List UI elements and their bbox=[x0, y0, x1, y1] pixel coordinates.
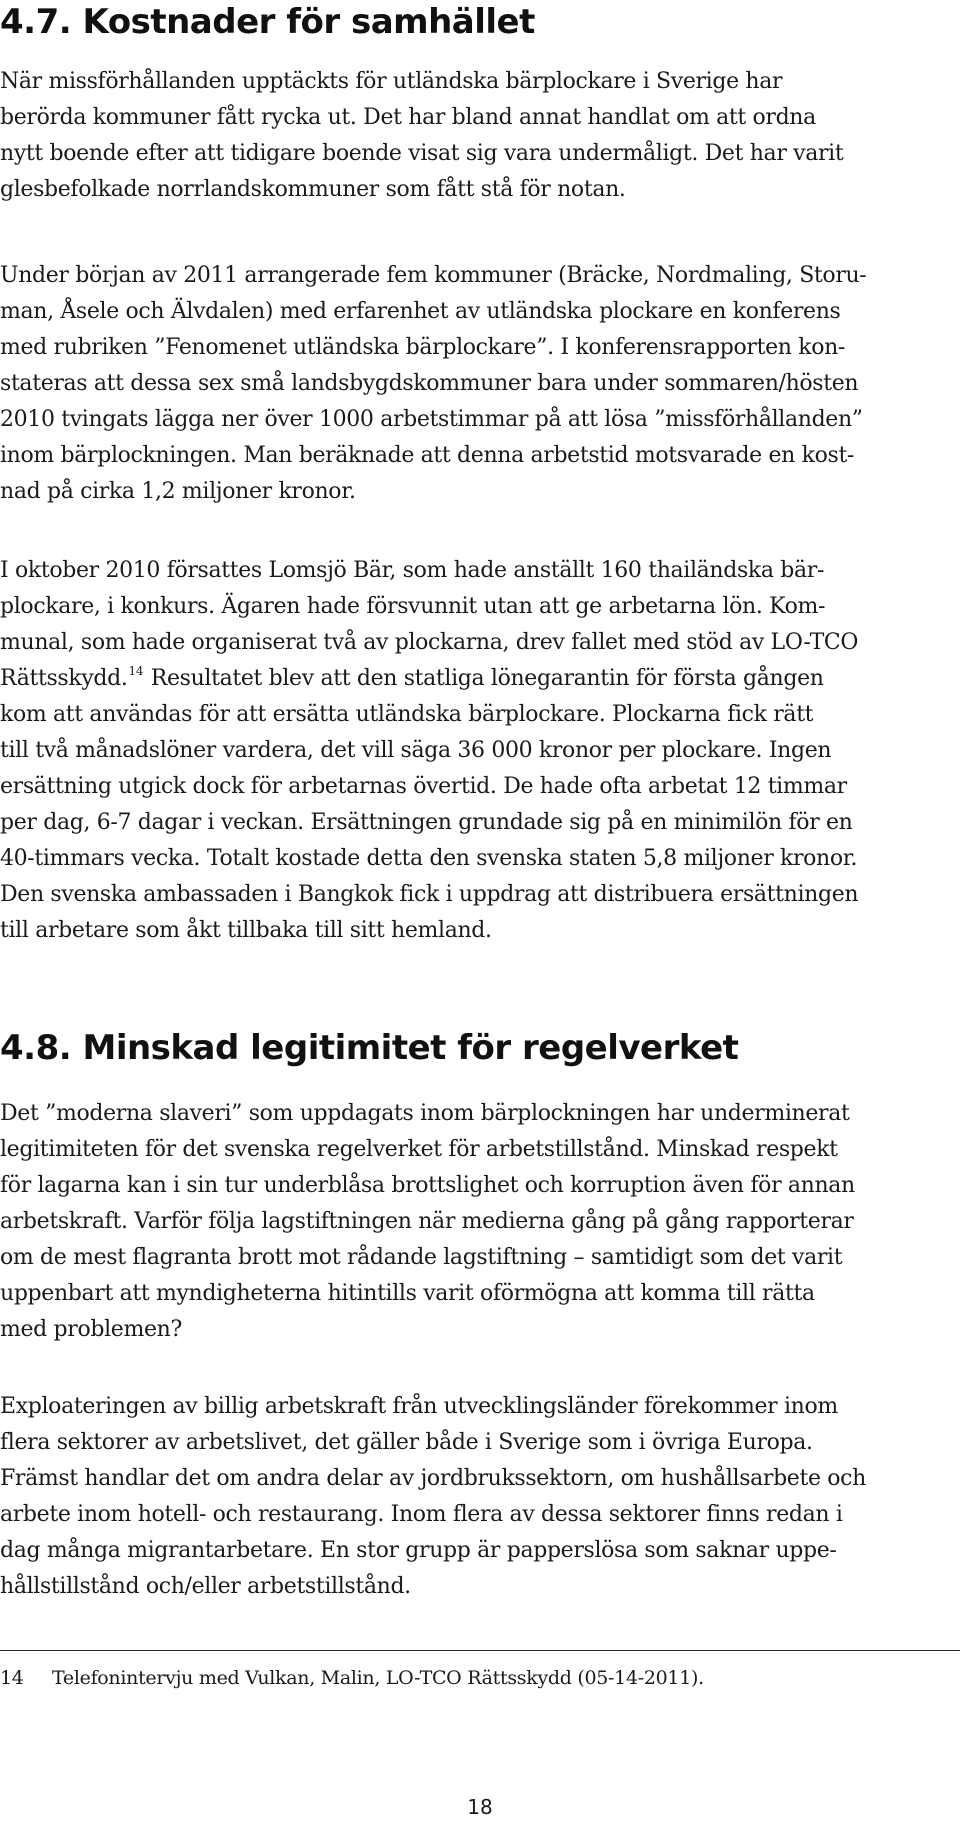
footnote-number: 14 bbox=[0, 1667, 24, 1689]
paragraph-4-8-1 bbox=[0, 1096, 960, 1348]
footnote-text: Telefonintervju med Vulkan, Malin, LO-TCO Rättsskydd (05-14-2011). bbox=[52, 1667, 704, 1689]
text-line: Det ”moderna slaveri” som uppdagats inom bärplockningen har underminerat bbox=[0, 1101, 850, 1126]
text-line: När missförhållanden upptäckts för utländska bärplockare i Sverige har bbox=[0, 69, 783, 94]
text-line: glesbefolkade norrlandskommuner som fått stå för notan. bbox=[0, 177, 626, 202]
text-line: ersättning utgick dock för arbetarnas övertid. De hade ofta arbetat 12 timmar bbox=[0, 774, 847, 799]
text-line: Under början av 2011 arrangerade fem kommuner (Bräcke, Nordmaling, Storu- bbox=[0, 263, 867, 288]
footnote-reference[interactable]: 14 bbox=[128, 664, 144, 678]
text-line: om de mest flagranta brott mot rådande lagstiftning – samtidigt som det varit bbox=[0, 1245, 843, 1270]
text-line: till arbetare som åkt tillbaka till sitt hemland. bbox=[0, 918, 492, 943]
text-line: inom bärplockningen. Man beräknade att denna arbetstid motsvarade en kost- bbox=[0, 443, 855, 468]
page-number: 18 bbox=[467, 1795, 493, 1819]
footnote bbox=[0, 1664, 960, 1692]
text-line: hållstillstånd och/eller arbetstillstånd. bbox=[0, 1574, 411, 1599]
text-line: kom att användas för att ersätta utländska bärplockare. Plockarna fick rätt bbox=[0, 702, 814, 727]
text-line: till två månadslöner vardera, det vill säga 36 000 kronor per plockare. Ingen bbox=[0, 738, 832, 763]
text-line: per dag, 6-7 dagar i veckan. Ersättningen grundade sig på en minimilön för en bbox=[0, 810, 853, 835]
paragraph-4-7-3 bbox=[0, 553, 960, 949]
text-line: flera sektorer av arbetslivet, det gäller både i Sverige som i övriga Europa. bbox=[0, 1430, 813, 1455]
text-line-with-footnote bbox=[0, 661, 960, 697]
text-line: berörda kommuner fått rycka ut. Det har bland annat handlat om att ordna bbox=[0, 105, 816, 130]
text-line: Den svenska ambassaden i Bangkok fick i uppdrag att distribuera ersättningen bbox=[0, 882, 859, 907]
text-line: legitimiteten för det svenska regelverket för arbetstillstånd. Minskad respekt bbox=[0, 1137, 838, 1162]
text-line: man, Åsele och Älvdalen) med erfarenhet av utländska plockare en konferens bbox=[0, 299, 841, 324]
text-line: med rubriken ”Fenomenet utländska bärplockare”. I konferensrapporten kon- bbox=[0, 335, 845, 360]
section-heading-4-7: 4.7. Kostnader för samhället bbox=[0, 2, 535, 42]
text-line: I oktober 2010 försattes Lomsjö Bär, som hade anställt 160 thailändska bär- bbox=[0, 558, 825, 583]
text-line: stateras att dessa sex små landsbygdskommuner bara under sommaren/hösten bbox=[0, 371, 859, 396]
text-line: munal, som hade organiserat två av plockarna, drev fallet med stöd av LO-TCO bbox=[0, 630, 859, 655]
text-line: med problemen? bbox=[0, 1317, 182, 1342]
text-line: dag många migrantarbetare. En stor grupp är papperslösa som saknar uppe- bbox=[0, 1538, 837, 1563]
paragraph-4-7-2 bbox=[0, 258, 960, 510]
text-line: arbetskraft. Varför följa lagstiftningen när medierna gång på gång rapporterar bbox=[0, 1209, 854, 1234]
text-line: för lagarna kan i sin tur underblåsa brottslighet och korruption även för annan bbox=[0, 1173, 855, 1198]
text-line: Främst handlar det om andra delar av jordbrukssektorn, om hushållsarbete och bbox=[0, 1466, 866, 1491]
text-line: arbete inom hotell- och restaurang. Inom flera av dessa sektorer finns redan i bbox=[0, 1502, 843, 1527]
text-line: Exploateringen av billig arbetskraft från utvecklingsländer förekommer inom bbox=[0, 1394, 838, 1419]
text-line: 2010 tvingats lägga ner över 1000 arbetstimmar på att lösa ”missförhållanden” bbox=[0, 407, 863, 432]
paragraph-4-7-1 bbox=[0, 64, 960, 208]
text-line: uppenbart att myndigheterna hitintills varit oförmögna att komma till rätta bbox=[0, 1281, 815, 1306]
text-line: nytt boende efter att tidigare boende visat sig vara undermåligt. Det har varit bbox=[0, 141, 844, 166]
footnote-divider bbox=[0, 1650, 960, 1651]
paragraph-4-8-2 bbox=[0, 1389, 960, 1605]
text-line: 40-timmars vecka. Totalt kostade detta den svenska staten 5,8 miljoner kronor. bbox=[0, 846, 858, 871]
text-line: nad på cirka 1,2 miljoner kronor. bbox=[0, 479, 356, 504]
text-fragment: Rättsskydd. bbox=[0, 666, 128, 691]
section-heading-4-8: 4.8. Minskad legitimitet för regelverket bbox=[0, 1028, 739, 1068]
text-line: plockare, i konkurs. Ägaren hade försvunnit utan att ge arbetarna lön. Kom- bbox=[0, 594, 826, 619]
text-fragment: Resultatet blev att den statliga lönegarantin för första gången bbox=[144, 666, 824, 691]
